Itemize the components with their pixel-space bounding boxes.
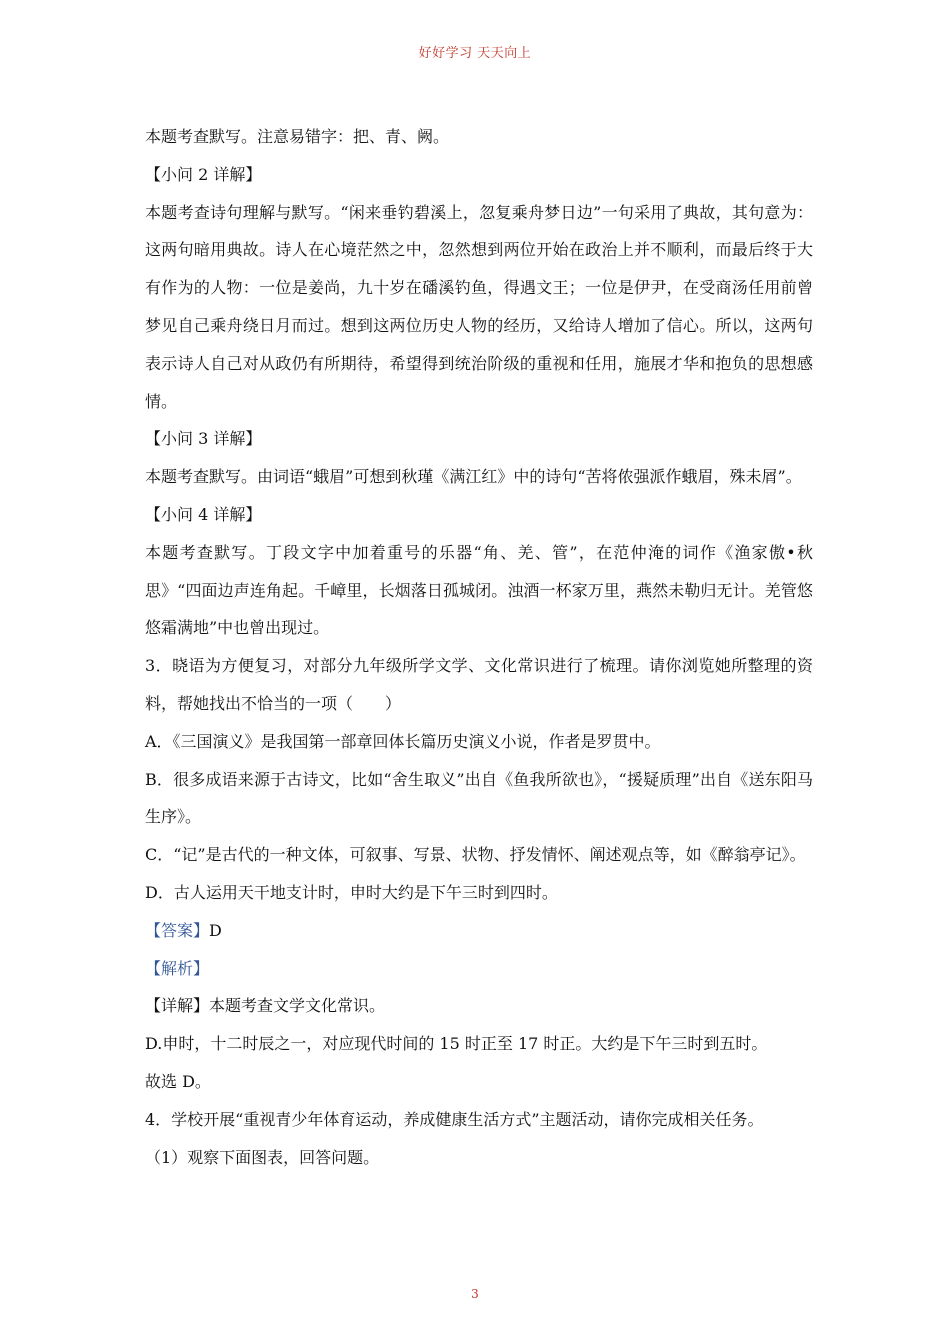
question-stem: 3．晓语为方便复习，对部分九年级所学文学、文化常识进行了梳理。请你浏览她所整理的资料，帮她找出不恰当的一项（ ） <box>145 656 813 713</box>
paragraph: 本题考查默写。由词语“蛾眉”可想到秋瑾《满江红》中的诗句“苦将侬强派作蛾眉，殊未屑”。 <box>145 467 802 487</box>
sub-question: （1）观察下面图表，回答问题。 <box>145 1147 380 1167</box>
answer-tag: 【答案】 <box>145 920 210 940</box>
detail-tag: 【详解】 <box>145 996 210 1016</box>
section-heading: 【小问 2 详解】 <box>145 164 262 184</box>
conclusion-line: 故选 D。 <box>145 1071 211 1091</box>
answer-line <box>145 912 813 950</box>
paragraph: 本题考查默写。注意易错字：把、青、阙。 <box>145 127 450 146</box>
page-number: 3 <box>471 1287 479 1301</box>
paragraph: 本题考查默写。丁段文字中加着重号的乐器“角、羌、管”，在范仲淹的词作《渔家傲•秋思》“四面边声连角起。千嶂里，长烟落日孤城闭。浊酒一杯家万里，燕然未勒归无计。羌管悠悠霜满地”中也曾出现过。 <box>145 542 813 638</box>
paragraph: 本题考查诗句理解与默写。“闲来垂钓碧溪上，忽复乘舟梦日边”一句采用了典故，其句意为：这两句暗用典故。诗人在心境茫然之中，忽然想到两位开始在政治上并不顺利，而最后终于大有作为的人物：一位是姜尚，九十岁在磻溪钓鱼，得遇文王；一位是伊尹，在受商汤任用前曾梦见自己乘舟绕日月而过。想到这两位历史人物的经历，又给诗人增加了信心。所以，这两句表示诗人自己对从政仍有所期待，希望得到统治阶级的重视和任用，施展才华和抱负的思想感情。 <box>145 202 813 411</box>
page-header: 好好学习 天天向上 <box>418 46 532 61</box>
analysis-tag: 【解析】 <box>145 958 210 978</box>
answer-value: D <box>209 920 222 940</box>
explanation-line: D.申时，十二时辰之一，对应现代时间的 15 时正至 17 时正。大约是下午三时到五时。 <box>145 1034 768 1054</box>
detail-text: 本题考查文学文化常识。 <box>209 996 386 1016</box>
option-a: A．《三国演义》是我国第一部章回体长篇历史演义小说，作者是罗贯中。 <box>145 731 661 751</box>
section-heading: 【小问 4 详解】 <box>145 504 262 524</box>
question-stem: 4．学校开展“重视青少年体育运动，养成健康生活方式”主题活动，请你完成相关任务。 <box>145 1109 764 1129</box>
option-c: C．“记”是古代的一种文体，可叙事、写景、状物、抒发情怀、阐述观点等，如《醉翁亭记》。 <box>145 845 806 865</box>
detail-line <box>145 987 813 1025</box>
option-d: D．古人运用天干地支计时，申时大约是下午三时到四时。 <box>145 882 558 902</box>
option-b: B．很多成语来源于古诗文，比如“舍生取义”出自《鱼我所欲也》，“援疑质理”出自《送东阳马生序》。 <box>145 769 813 827</box>
section-heading: 【小问 3 详解】 <box>145 429 262 449</box>
document-body <box>145 118 813 1176</box>
